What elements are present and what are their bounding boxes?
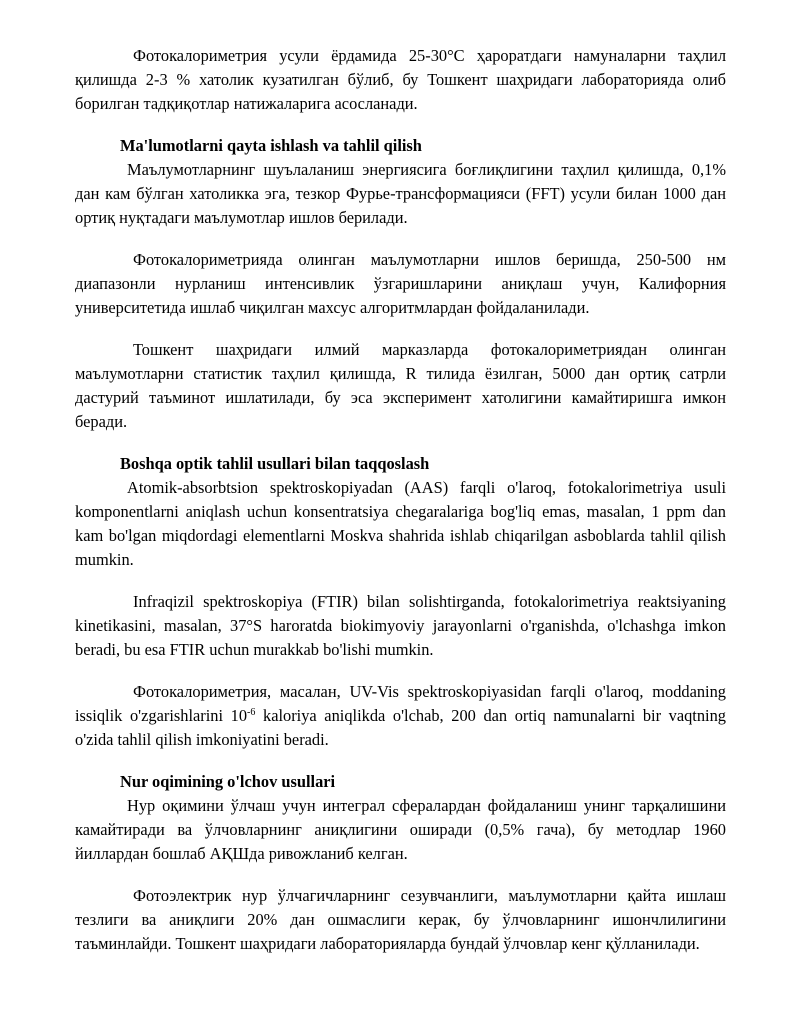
- paragraph-integral-spheres: Нур оқимини ўлчаш учун интеграл сфералардан фойдаланиш унинг тарқалишини камайтиради ва ўлчовларнинг аниқлигини оширади (0,5% гача), бу методлар 1960 йиллардан бошлаб АҚШда ривожланиб келган.: [75, 796, 726, 863]
- paragraph-ftir: Infraqizil spektroskopiya (FTIR) bilan solishtirganda, fotokalorimetriya reaktsiyaning kinetikasini, masalan, 37°S haroratda biokimyoviy jarayonlarni o'rganishda, o'lchashga imkon beradi, bu esa FTIR uchun murakkab bo'lishi mumkin.: [75, 592, 726, 659]
- document-page: [75, 44, 726, 956]
- paragraph-uv-vis: [75, 680, 726, 752]
- heading-optical-comparison: Boshqa optik tahlil usullari bilan taqqoslash: [120, 454, 430, 473]
- paragraph-algorithms: Фотокалориметрияда олинган маълумотларни ишлов беришда, 250-500 нм диапазонли нурланиш интенсивлик ўзгаришларини аниқлаш учун, Калифорния университетида ишлаб чиқилган махсус алгоритмлардан фойдаланилади.: [75, 250, 726, 317]
- exponent: -6: [247, 707, 256, 718]
- heading-data-processing: Ma'lumotlarni qayta ishlash va tahlil qilish: [120, 136, 422, 155]
- paragraph-statistics: Тошкент шаҳридаги илмий марказларда фотокалориметриядан олинган маълумотларни статистик таҳлил қилишда, R тилида ёзилган, 5000 дан ортиқ сатрли дастурий таъминот ишлатилади, бу эса эксперимент хатолигини камайтиришга имкон беради.: [75, 340, 726, 431]
- uv-vis-text-b: kaloriya aniqlikda o'lchab, 200 dan ortiq namunalarni bir vaqtning o'zida tahlil qilish imkoniyatini beradi.: [75, 706, 726, 749]
- paragraph-photocolorimetry-error: Фотокалориметрия усули ёрдамида 25-30°С ҳароратдаги намуналарни таҳлил қилишда 2-3 % хатолик кузатилган бўлиб, бу Тошкент шаҳридаги лабораторияда олиб борилган тадқиқотлар натижаларига асосланади.: [75, 46, 726, 113]
- heading-light-flux: Nur oqimining o'lchov usullari: [120, 772, 336, 791]
- paragraph-aas: Atomik-absorbtsion spektroskopiyadan (AAS) farqli o'laroq, fotokalorimetriya usuli komponentlarni aniqlash uchun konsentratsiya chegaralariga bog'liq emas, masalan, 1 ppm dan kam bo'lgan miqdordagi elementlarni Moskva shahrida ishlab chiqarilgan asboblarda tahlil qilish mumkin.: [75, 478, 726, 569]
- paragraph-photoelectric: Фотоэлектрик нур ўлчагичларнинг сезувчанлиги, маълумотларни қайта ишлаш тезлиги ва аниқлиги 20% дан ошмаслиги керак, бу ўлчовларнинг ишончлилигини таъминлайди. Тошкент шаҳридаги лабораторияларда бундай ўлчовлар кенг қўлланилади.: [75, 886, 726, 953]
- uv-vis-text-a: Фотокалориметрия, масалан, UV-Vis spektroskopiyasidan farqli o'laroq, moddaning issiqlik o'zgarishlarini 10: [75, 682, 726, 725]
- paragraph-fft: Маълумотларнинг шуълаланиш энергиясига боғлиқлигини таҳлил қилишда, 0,1% дан кам бўлган хатоликка эга, тезкор Фурье-трансформацияси (FFT) усули билан 1000 дан ортиқ нуқтадаги маълумотлар ишлов берилади.: [75, 160, 726, 227]
